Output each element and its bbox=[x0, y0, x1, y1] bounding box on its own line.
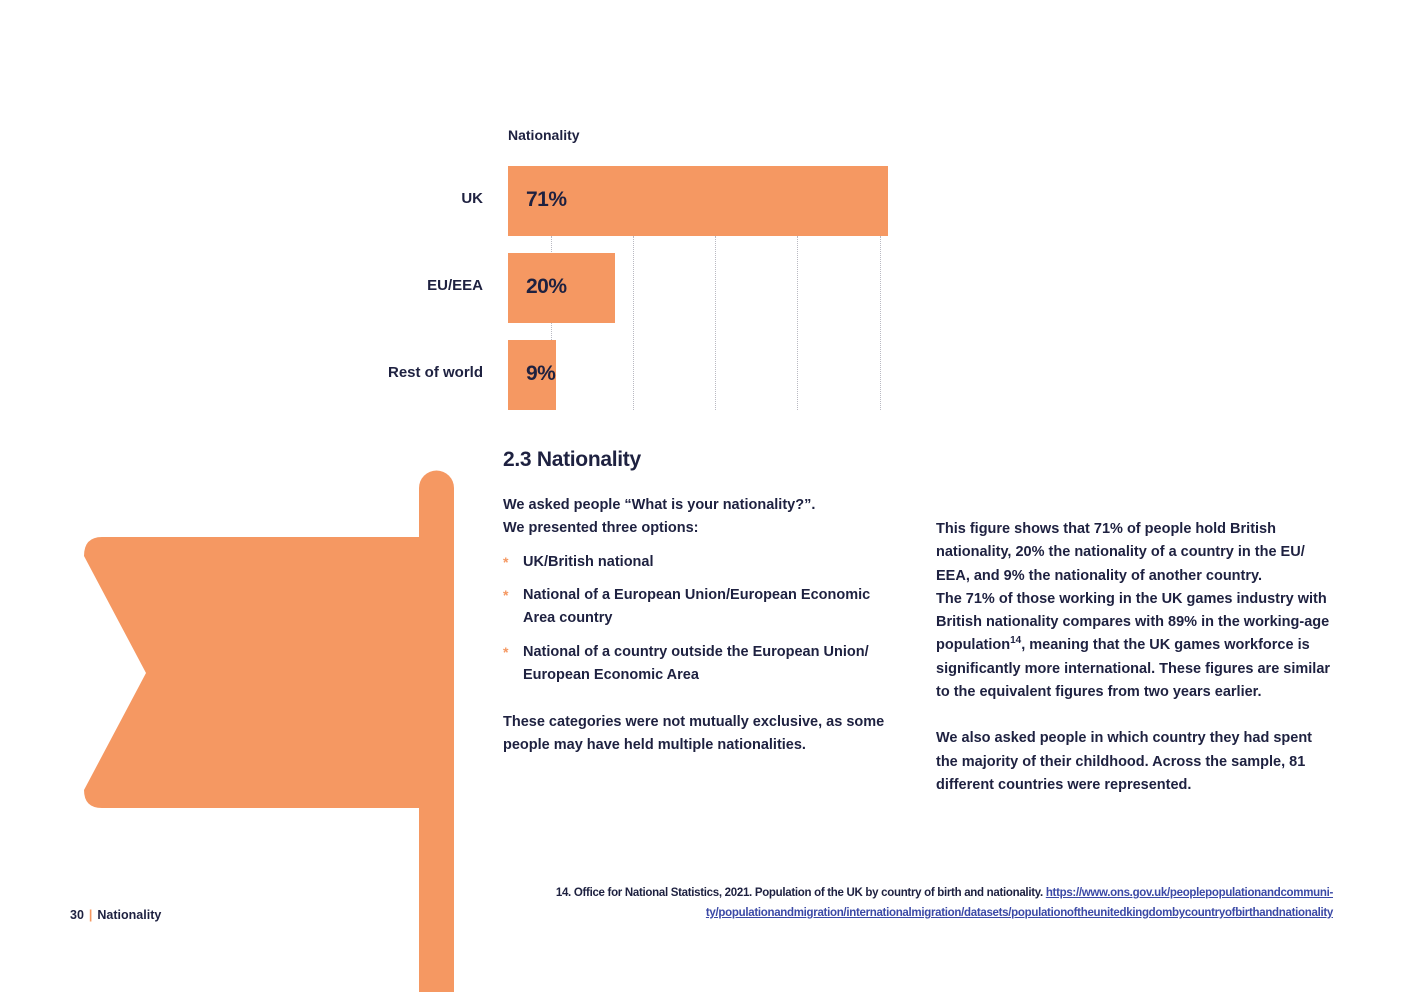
list-item bbox=[503, 551, 883, 574]
footnote bbox=[500, 883, 1333, 923]
option-text: National of a European Union/European Economic Area country bbox=[523, 587, 871, 627]
category-label: UK bbox=[461, 190, 483, 207]
footer-separator: | bbox=[88, 908, 93, 922]
right-paragraph-2-a: The 71% of those working in the UK games industry with British nationality compares with 89% in the working-age population bbox=[936, 590, 1330, 654]
value-label: 9% bbox=[526, 362, 556, 385]
bullet-star-icon: * bbox=[503, 587, 509, 603]
footnote-link-part-1[interactable]: https://www.ons.gov.uk/peoplepopulationandcommuni- bbox=[1045, 887, 1333, 899]
option-text: National of a country outside the European Union/ European Economic Area bbox=[523, 644, 869, 684]
gridline bbox=[715, 236, 716, 410]
note-text: These categories were not mutually exclusive, as some people may have held multiple nationalities. bbox=[503, 714, 885, 754]
right-paragraph-1: This figure shows that 71% of people hold British nationality, 20% the nationality of a country in the EU/ EEA, and 9% the nationality of another country. bbox=[936, 521, 1305, 584]
list-item bbox=[503, 641, 878, 688]
footer-section-name: Nationality bbox=[97, 908, 162, 922]
value-label: 71% bbox=[526, 188, 567, 211]
right-paragraph-3: We also asked people in which country they had spent the majority of their childhood. Across the sample, 81 different countries were represented. bbox=[936, 730, 1313, 793]
gridline bbox=[880, 236, 881, 410]
footnote-link-part-2[interactable]: ty/populationandmigration/internationalmigration/datasets/populationoftheunitedkingdombycountryofbirthandnationality bbox=[705, 907, 1333, 919]
right-paragraph-2 bbox=[936, 588, 1334, 704]
footnote-number: 14. bbox=[555, 887, 571, 899]
right-column bbox=[936, 518, 1334, 797]
bullet-star-icon: * bbox=[503, 554, 509, 570]
category-label: EU/EEA bbox=[427, 277, 483, 294]
footnote-line-2 bbox=[500, 903, 1333, 923]
nationality-bar-chart bbox=[0, 0, 1403, 430]
flag-banner bbox=[84, 537, 419, 808]
intro-line-2: We presented three options: bbox=[503, 520, 699, 537]
chart-title: Nationality bbox=[508, 127, 580, 143]
footnote-line-1 bbox=[500, 883, 1333, 903]
page-footer bbox=[70, 908, 161, 922]
list-item bbox=[503, 584, 878, 631]
value-label: 20% bbox=[526, 275, 567, 298]
flag-pole bbox=[419, 471, 454, 992]
bullet-star-icon: * bbox=[503, 644, 509, 660]
option-text: UK/British national bbox=[523, 554, 654, 570]
page-number: 30 bbox=[70, 908, 84, 922]
section-heading: 2.3 Nationality bbox=[503, 448, 641, 471]
gridline bbox=[633, 236, 634, 410]
intro-line-1: We asked people “What is your nationality?”. bbox=[503, 497, 816, 513]
footnote-text: Office for National Statistics, 2021. Population of the UK by country of birth and nationality. bbox=[573, 887, 1043, 899]
right-paragraph-2-b: , meaning that the UK games workforce is significantly more international. These figures are similar to the equivalent figures from two years earlier. bbox=[936, 637, 1331, 701]
footnote-ref[interactable]: 14 bbox=[1010, 635, 1022, 647]
category-label: Rest of world bbox=[387, 364, 483, 381]
intro-text bbox=[503, 494, 903, 541]
gridline bbox=[797, 236, 798, 410]
